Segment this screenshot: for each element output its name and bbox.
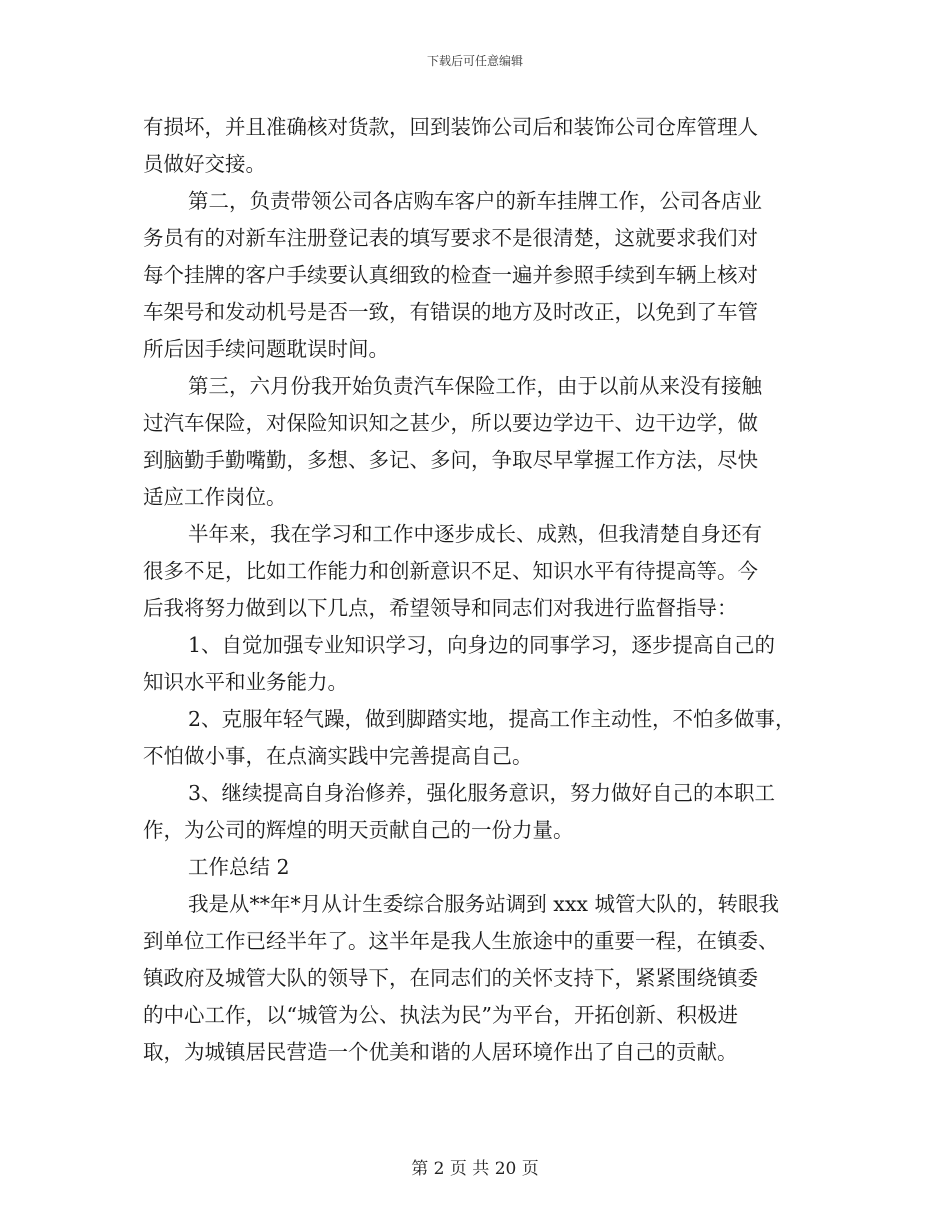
text-line: 作，为公司的辉煌的明天贡献自己的一份力量。 bbox=[143, 818, 574, 842]
text-line: 后我将努力做到以下几点，希望领导和同志们对我进行监督指导： bbox=[143, 596, 738, 620]
text-line: 务员有的对新车注册登记表的填写要求不是很清楚，这就要求我们对 bbox=[143, 226, 758, 250]
paragraph-start: 我是从**年*月从计生委综合服务站调到 xxx 城管大队的，转眼我 bbox=[188, 892, 779, 916]
text-line: 不怕做小事，在点滴实践中完善提高自己。 bbox=[143, 744, 533, 768]
paragraph-start: 半年来，我在学习和工作中逐步成长、成熟，但我清楚自身还有 bbox=[188, 522, 762, 546]
document-body bbox=[143, 109, 808, 1071]
page-header: 下载后可任意编辑 bbox=[426, 54, 523, 68]
paragraph-start: 第三，六月份我开始负责汽车保险工作，由于以前从来没有接触 bbox=[188, 374, 762, 398]
text-line: 每个挂牌的客户手续要认真细致的检查一遍并参照手续到车辆上核对 bbox=[143, 263, 758, 287]
paragraph-start: 第二，负责带领公司各店购车客户的新车挂牌工作，公司各店业 bbox=[188, 189, 762, 213]
list-item-3: 3、继续提高自身治修养，强化服务意识，努力做好自己的本职工 bbox=[188, 781, 776, 805]
text-line: 知识水平和业务能力。 bbox=[143, 670, 348, 694]
list-item-1: 1、自觉加强专业知识学习，向身边的同事学习，逐步提高自己的 bbox=[188, 633, 776, 657]
section-heading: 工作总结 2 bbox=[188, 855, 290, 879]
text-line: 员做好交接。 bbox=[143, 152, 266, 176]
text-line: 很多不足，比如工作能力和创新意识不足、知识水平有待提高等。今 bbox=[143, 559, 758, 583]
page-footer: 第 2 页 共 20 页 bbox=[411, 1159, 539, 1179]
text-line: 车架号和发动机号是否一致，有错误的地方及时改正，以免到了车管 bbox=[143, 300, 758, 324]
text-line: 镇政府及城管大队的领导下，在同志们的关怀支持下，紧紧围绕镇委 bbox=[143, 966, 758, 990]
text-line: 取，为城镇居民营造一个优美和谐的人居环境作出了自己的贡献。 bbox=[143, 1040, 738, 1064]
text-line: 过汽车保险，对保险知识知之甚少，所以要边学边干、边干边学，做 bbox=[143, 411, 758, 435]
text-line: 的中心工作，以“城管为公、执法为民”为平台，开拓创新、积极进 bbox=[143, 1003, 738, 1027]
text-line: 到单位工作已经半年了。这半年是我人生旅途中的重要一程，在镇委、 bbox=[143, 929, 779, 953]
text-line: 所后因手续问题耽误时间。 bbox=[143, 337, 389, 361]
text-line: 有损坏，并且准确核对货款，回到装饰公司后和装饰公司仓库管理人 bbox=[143, 115, 758, 139]
list-item-2: 2、克服年轻气躁，做到脚踏实地，提高工作主动性，不怕多做事， bbox=[188, 707, 796, 731]
text-line: 到脑勤手勤嘴勤，多想、多记、多问，争取尽早掌握工作方法，尽快 bbox=[143, 448, 758, 472]
text-line: 适应工作岗位。 bbox=[143, 485, 287, 509]
